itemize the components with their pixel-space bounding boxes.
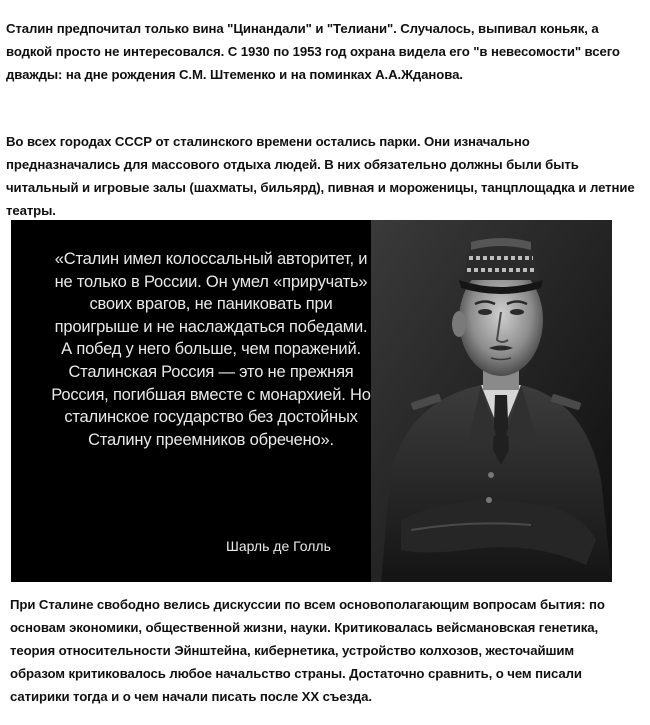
quote-image-panel [11,220,612,582]
portrait-officer-image [371,220,612,582]
paragraph-parks: Во всех городах СССР от сталинского времени остались парки. Они изначально предназначались для массового отдыха людей. В них обязательно должны были быть читальный и игровые залы (шахматы, бильярд), пивная и мороженицы, танцплощадка и летние театры. [6,134,635,218]
paragraph-discussions: При Сталине свободно велись дискуссии по всем основополагающим вопросам бытия: по основам экономики, общественной жизни, науки. Критиковалась вейсмановская генетика, теория относительности Эйнштейна, кибернетика, устройство колхозов, жесточайшим образом критиковалось любое начальство страны. Достаточно сравнить, о чем писали сатирики тогда и о чем начали писать после XX съезда. [10,597,605,704]
quote-author: Шарль де Голль [226,538,331,554]
quote-text: «Сталин имел колоссальный авторитет, и не только в России. Он умел «приручать» своих врагов, не паниковать при проигрыше и не наслаждаться победами. А побед у него больше, чем поражений. Сталинская Россия — это не прежняя Россия, погибшая вместе с монархией. Но сталинское государство без достойных Сталину преемников обречено». [51,250,371,449]
paragraph-wine: Сталин предпочитал только вина "Цинандали" и "Телиани". Случалось, выпивал коньяк, а водкой просто не интересовался. С 1930 по 1953 год охрана видела его "в невесомости" всего дважды: на дне рождения С.М. Штеменко и на поминках А.А.Жданова. [6,21,620,82]
